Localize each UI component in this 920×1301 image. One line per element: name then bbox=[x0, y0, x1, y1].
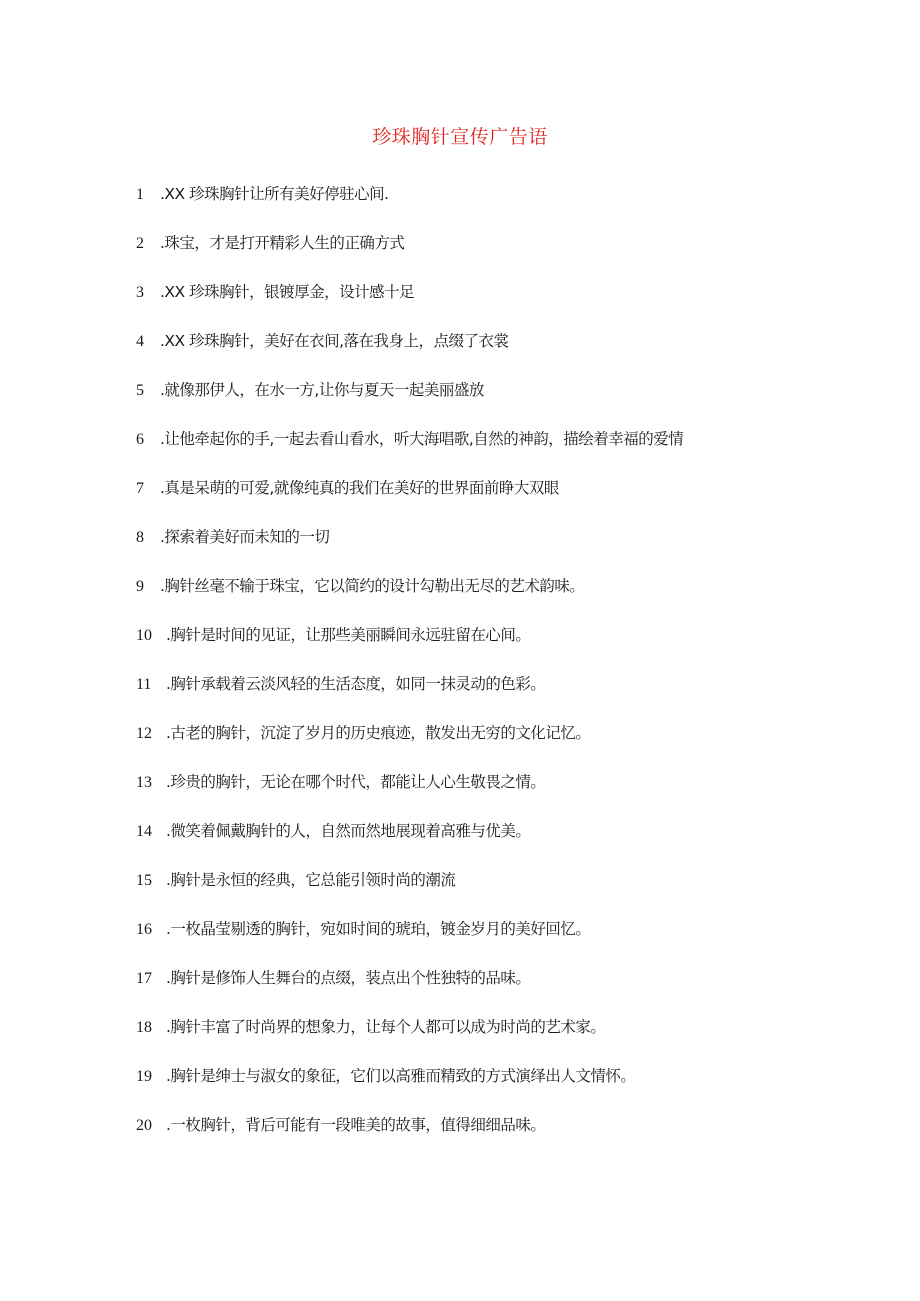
slogan-text: .XX 珍珠胸针，美好在衣间,落在我身上，点缀了衣裳 bbox=[160, 332, 509, 350]
slogan-text: .古老的胸针，沉淀了岁月的历史痕迹，散发出无穷的文化记忆。 bbox=[166, 724, 591, 742]
slogan-text: .探索着美好而未知的一切 bbox=[160, 528, 330, 546]
slogan-number: 16 bbox=[136, 921, 152, 938]
slogan-item bbox=[136, 230, 876, 279]
slogan-text: .胸针承载着云淡风轻的生活态度，如同一抹灵动的色彩。 bbox=[166, 675, 546, 693]
slogan-text: .胸针是修饰人生舞台的点缀，装点出个性独特的品味。 bbox=[166, 969, 531, 987]
slogan-number: 8 bbox=[136, 529, 144, 546]
slogan-number: 12 bbox=[136, 725, 152, 742]
slogan-item bbox=[136, 328, 876, 377]
slogan-item bbox=[136, 426, 876, 475]
slogan-list bbox=[136, 181, 876, 1161]
slogan-text: .一枚胸针，背后可能有一段唯美的故事，值得细细品味。 bbox=[166, 1116, 546, 1134]
slogan-item bbox=[136, 622, 876, 671]
slogan-number: 18 bbox=[136, 1019, 152, 1036]
slogan-text: .微笑着佩戴胸针的人，自然而然地展现着高雅与优美。 bbox=[166, 822, 531, 840]
slogan-number: 3 bbox=[136, 284, 144, 301]
slogan-text: .就像那伊人，在水一方,让你与夏天一起美丽盛放 bbox=[160, 381, 484, 399]
slogan-item bbox=[136, 818, 876, 867]
slogan-number: 5 bbox=[136, 382, 144, 399]
slogan-text: .一枚晶莹剔透的胸针，宛如时间的琥珀，镀金岁月的美好回忆。 bbox=[166, 920, 591, 938]
slogan-item bbox=[136, 181, 876, 230]
slogan-number: 11 bbox=[136, 676, 152, 693]
slogan-number: 10 bbox=[136, 627, 152, 644]
slogan-number: 15 bbox=[136, 872, 152, 889]
slogan-number: 13 bbox=[136, 774, 152, 791]
slogan-text: .胸针是绅士与淑女的象征，它们以高雅而精致的方式演绎出人文情怀。 bbox=[166, 1067, 636, 1085]
slogan-number: 9 bbox=[136, 578, 144, 595]
slogan-text: .让他牵起你的手,一起去看山看水，听大海唱歌,自然的神韵，描绘着幸福的爱情 bbox=[160, 430, 684, 448]
slogan-number: 14 bbox=[136, 823, 152, 840]
slogan-item bbox=[136, 573, 876, 622]
slogan-text: .珍贵的胸针，无论在哪个时代，都能让人心生敬畏之情。 bbox=[166, 773, 546, 791]
slogan-text: .XX 珍珠胸针，银镀厚金，设计感十足 bbox=[160, 283, 415, 301]
slogan-number: 7 bbox=[136, 480, 144, 497]
slogan-item bbox=[136, 1112, 876, 1161]
slogan-item bbox=[136, 279, 876, 328]
slogan-text: .胸针是时间的见证，让那些美丽瞬间永远驻留在心间。 bbox=[166, 626, 531, 644]
slogan-text: .胸针丰富了时尚界的想象力，让每个人都可以成为时尚的艺术家。 bbox=[166, 1018, 606, 1036]
slogan-number: 4 bbox=[136, 333, 144, 350]
slogan-number: 19 bbox=[136, 1068, 152, 1085]
slogan-number: 17 bbox=[136, 970, 152, 987]
slogan-text: .胸针丝毫不输于珠宝，它以简约的设计勾勒出无尽的艺术韵味。 bbox=[160, 577, 585, 595]
slogan-item bbox=[136, 671, 876, 720]
slogan-item bbox=[136, 720, 876, 769]
slogan-text: .胸针是永恒的经典，它总能引领时尚的潮流 bbox=[166, 871, 456, 889]
slogan-item bbox=[136, 1014, 876, 1063]
slogan-number: 20 bbox=[136, 1117, 152, 1134]
slogan-number: 2 bbox=[136, 235, 144, 252]
slogan-item bbox=[136, 867, 876, 916]
slogan-text: .真是呆萌的可爱,就像纯真的我们在美好的世界面前睁大双眼 bbox=[160, 479, 559, 497]
document-title: 珍珠胸针宣传广告语 bbox=[372, 126, 548, 148]
slogan-item bbox=[136, 377, 876, 426]
slogan-text: .XX 珍珠胸针让所有美好停驻心间. bbox=[160, 185, 389, 203]
slogan-item bbox=[136, 524, 876, 573]
slogan-item bbox=[136, 916, 876, 965]
slogan-number: 1 bbox=[136, 186, 144, 203]
slogan-item bbox=[136, 475, 876, 524]
slogan-number: 6 bbox=[136, 431, 144, 448]
slogan-item bbox=[136, 769, 876, 818]
slogan-item bbox=[136, 965, 876, 1014]
slogan-text: .珠宝，才是打开精彩人生的正确方式 bbox=[160, 234, 405, 252]
slogan-item bbox=[136, 1063, 876, 1112]
